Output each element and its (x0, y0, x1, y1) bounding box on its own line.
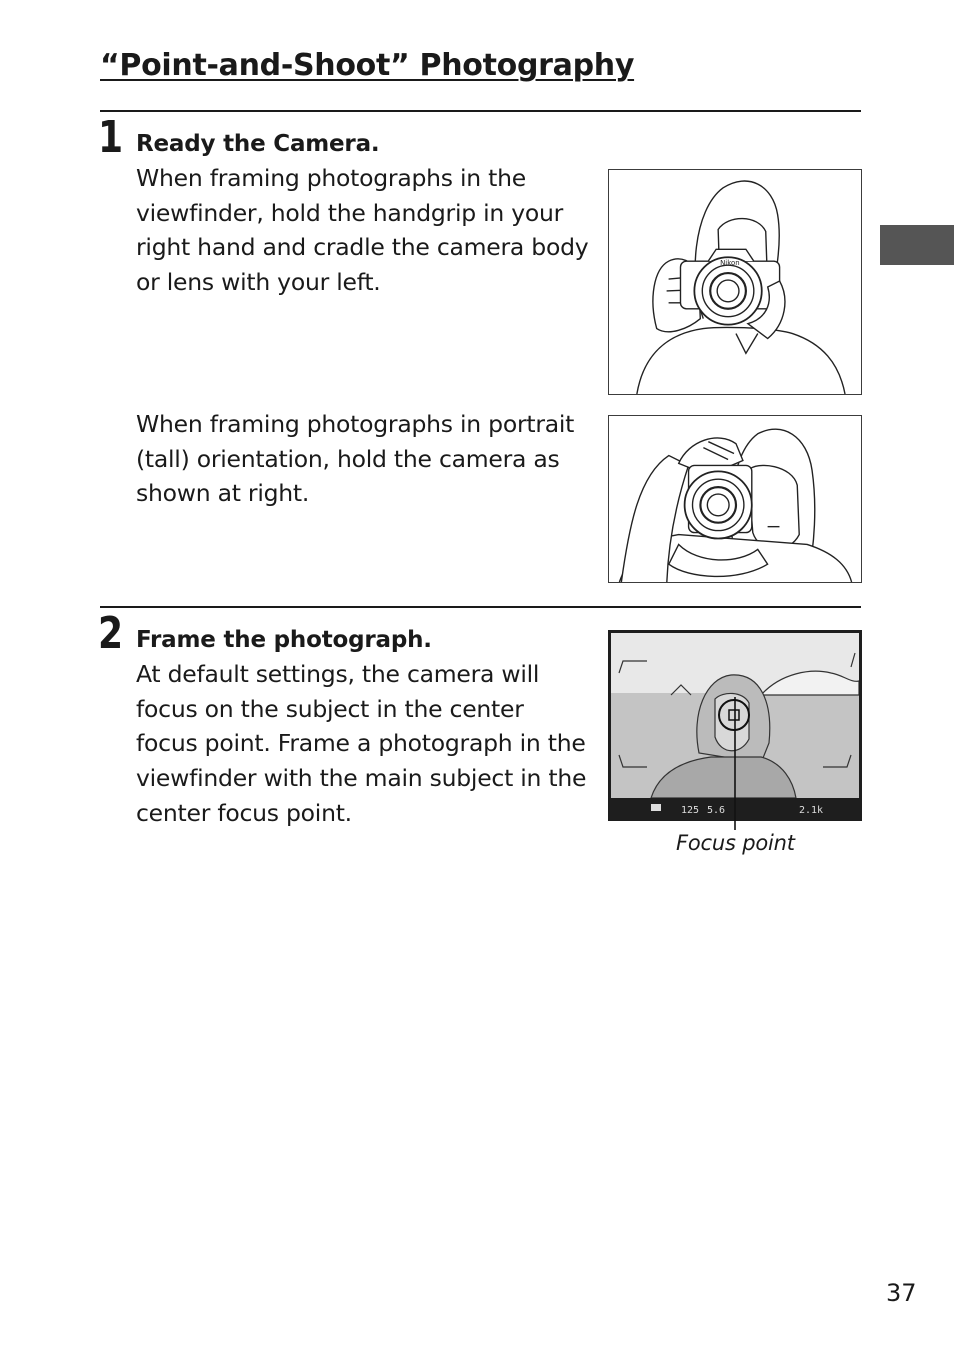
step-divider (100, 606, 861, 608)
step-2-paragraph-1: At default settings, the camera will focus on the subject in the center focus point. Frame a photograph in the viewfinder with the main subject in the center focus point. (136, 660, 587, 827)
step-2-heading: Frame the photograph. (136, 627, 432, 653)
viewfinder-exposure-count: 2.1k (799, 805, 824, 816)
viewfinder-shutter-speed: 125 (681, 805, 700, 816)
page-number: 37 (886, 1279, 917, 1307)
step-1-paragraph-1: When framing photographs in the viewfinder, hold the handgrip in your right hand and cradle the camera body or lens with your left. (136, 164, 589, 297)
section-title: “Point-and-Shoot” Photography (100, 48, 635, 83)
step-1-paragraph-2: When framing photographs in portrait (tall) orientation, hold the camera as shown at right. (136, 410, 575, 508)
focus-point-leader-line (730, 697, 740, 832)
section-divider (100, 110, 861, 112)
viewfinder-aperture: 5.6 (707, 805, 726, 816)
portrait-hold-illustration (608, 415, 862, 583)
step-2-number: 2 (98, 608, 124, 659)
focus-point-caption: Focus point (676, 831, 795, 855)
step-1-heading: Ready the Camera. (136, 131, 380, 157)
landscape-hold-illustration (608, 169, 862, 395)
step-1-number: 1 (98, 112, 124, 163)
camera-brand-mark: Nikon (720, 259, 740, 268)
chapter-thumb-tab (880, 225, 954, 265)
